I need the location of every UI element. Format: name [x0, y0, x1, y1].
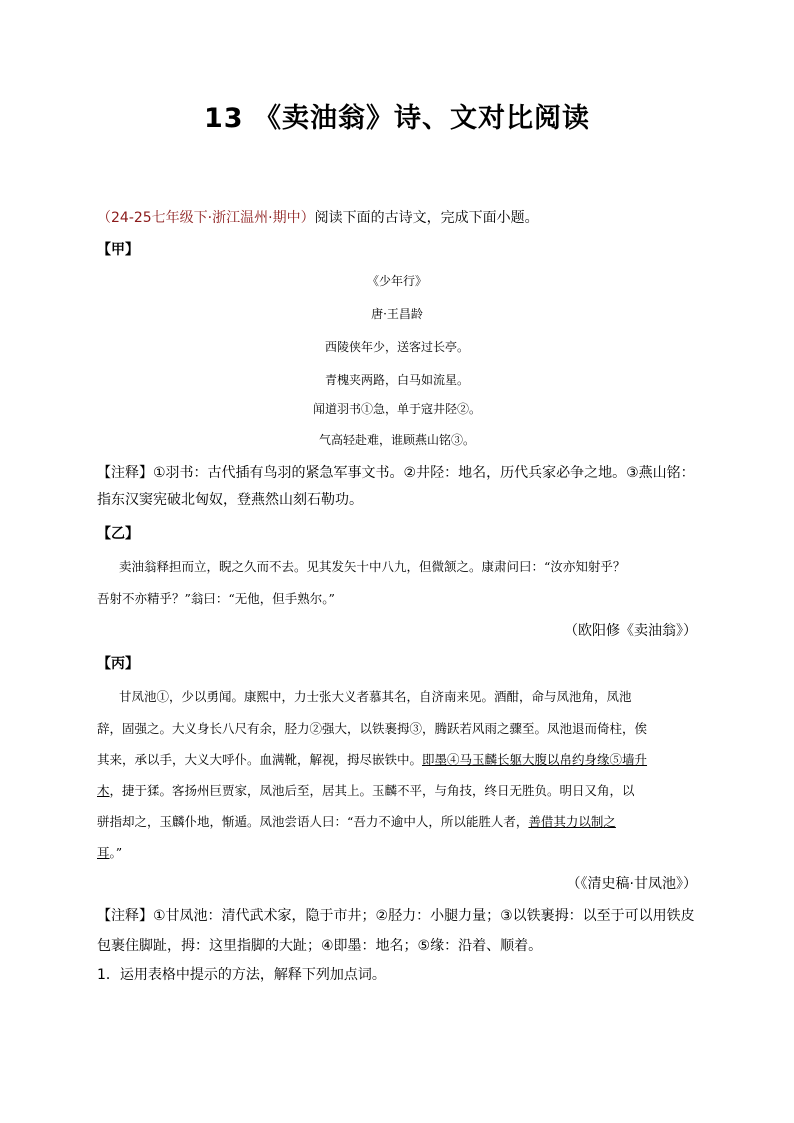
underlined-sentence: 即墨④马玉麟长躯大腹以帛约身缘⑤墙升	[422, 752, 648, 767]
yi-paragraph-line-1: 卖油翁释担而立，睨之久而不去。见其发矢十中八九，但微颔之。康肃问曰：“汝亦知射乎？	[119, 559, 626, 574]
poem-line-3: 闻道羽书①急，单于寇井陉②。	[312, 402, 481, 416]
underlined-phrase: 善借其力以制之	[528, 814, 616, 829]
source-tag: （24-25七年级下·浙江温州·期中）	[97, 210, 315, 226]
jia-note-line-2: 指东汉窦宪破北匈奴，登燕然山刻石勒功。	[97, 492, 363, 508]
intro-text: 阅读下面的古诗文，完成下面小题。	[314, 210, 539, 226]
intro-line	[97, 207, 697, 229]
bing-paragraph-line-2: 辞，固强之。大义身长八尺有余，胫力②强大，以铁裹拇③，腾跃若风雨之骤至。凤池退而倚柱，俟	[97, 721, 648, 736]
poem-title: 《少年行》	[366, 274, 427, 288]
poem-line-1: 西陵侠年少，送客过长亭。	[324, 340, 469, 354]
bing-paragraph-line-3	[97, 749, 697, 771]
bing-note-line-1: 【注释】①甘凤池：清代武术家，隐于市井；②胫力：小腿力量；③以铁裹拇：以至于可以用铁皮	[97, 908, 695, 924]
jia-note-line-1: 【注释】①羽书：古代插有鸟羽的紧急军事文书。②井陉：地名，历代兵家必争之地。③燕山铭：	[97, 465, 695, 481]
page-title: 13 《卖油翁》诗、文对比阅读	[204, 103, 590, 134]
yi-source: （欧阳修《卖油翁》）	[564, 623, 697, 639]
section-label-yi: 【乙】	[97, 526, 139, 542]
bing-text: 骈指却之，玉麟仆地，惭遁。凤池尝语人曰：“吾力不逾中人，所以能胜人者，	[97, 814, 529, 829]
bing-paragraph-line-1: 甘凤池①，少以勇闻。康熙中，力士张大义者慕其名，自济南来见。酒酣，命与凤池角，凤池	[119, 689, 632, 704]
bing-note-line-2: 包裹住脚趾，拇：这里指脚的大趾；④即墨：地名；⑤缘：沿着、顺着。	[97, 938, 543, 954]
section-label-bing: 【丙】	[97, 656, 139, 672]
bing-text: 。”	[109, 845, 123, 860]
bing-paragraph-line-5	[97, 811, 697, 833]
underlined-sentence-end: 木	[97, 783, 110, 798]
poem-line-2: 青槐夹两路，白马如流星。	[324, 373, 469, 387]
bing-source: （《清史稿·甘凤池》）	[566, 876, 697, 892]
underlined-phrase-end: 耳	[97, 845, 110, 860]
question-1: 1．运用表格中提示的方法，解释下列加点词。	[97, 967, 386, 983]
bing-paragraph-line-4	[97, 780, 697, 802]
bing-text: ，捷于猱。客扬州巨贾家，凤池后至，居其上。玉麟不平，与角技，终日无胜负。明日又角，以	[109, 783, 635, 798]
poem-line-4: 气高轻赴难，谁顾燕山铭③。	[318, 433, 475, 447]
bing-paragraph-line-6	[97, 842, 697, 864]
yi-paragraph-line-2: 吾射不亦精乎？”翁曰：“无他，但手熟尔。”	[97, 591, 335, 606]
section-label-jia: 【甲】	[97, 242, 139, 258]
poem-author: 唐·王昌龄	[371, 307, 423, 321]
bing-text: 其来，承以手，大义大呼仆。血满靴，解视，拇尽嵌铁中。	[97, 752, 423, 767]
